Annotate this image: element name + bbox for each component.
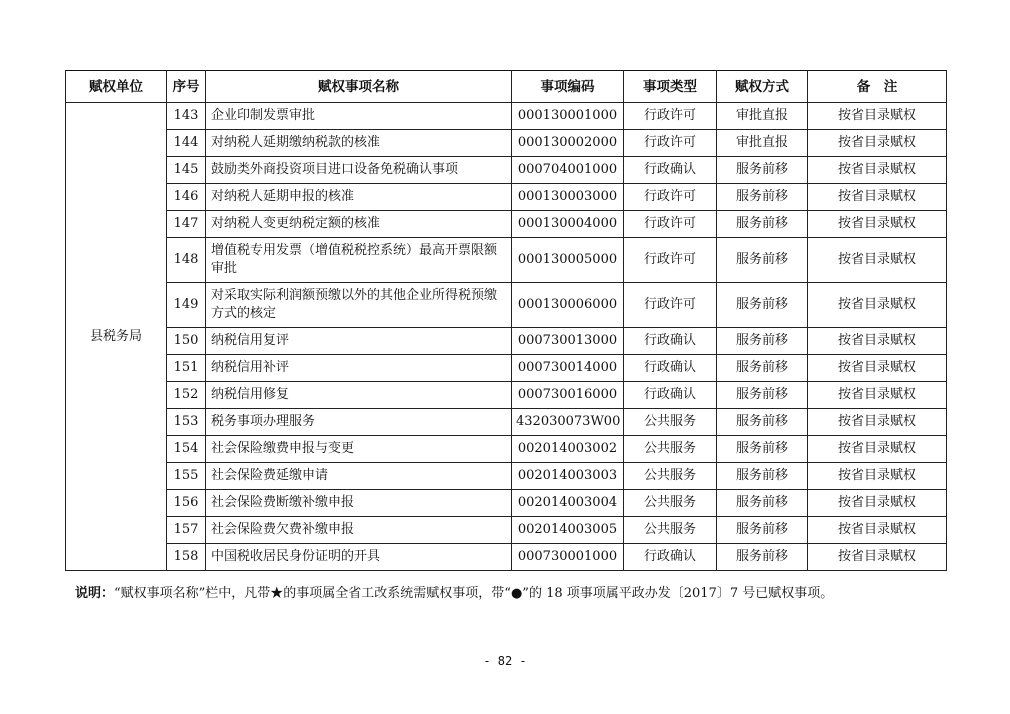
item-type: 公共服务	[624, 463, 717, 490]
authorization-table	[65, 70, 947, 571]
item-type: 行政许可	[624, 238, 717, 283]
item-code: 000730013000	[512, 328, 624, 355]
row-number: 154	[167, 436, 206, 463]
header-item-name: 赋权事项名称	[206, 71, 512, 103]
item-method: 服务前移	[717, 328, 808, 355]
item-method: 服务前移	[717, 463, 808, 490]
header-remark: 备 注	[808, 71, 947, 103]
item-name: 对纳税人延期缴纳税款的核准	[206, 130, 512, 157]
row-number: 155	[167, 463, 206, 490]
item-code: 002014003004	[512, 490, 624, 517]
item-remark: 按省目录赋权	[808, 490, 947, 517]
table-header-row	[66, 71, 947, 103]
item-code: 000730016000	[512, 382, 624, 409]
item-code: 000130001000	[512, 103, 624, 130]
table-row	[66, 103, 947, 130]
row-number: 152	[167, 382, 206, 409]
row-number: 146	[167, 184, 206, 211]
item-code: 002014003002	[512, 436, 624, 463]
item-code: 002014003005	[512, 517, 624, 544]
row-number: 148	[167, 238, 206, 283]
item-type: 行政许可	[624, 130, 717, 157]
table-row	[66, 211, 947, 238]
table-row	[66, 238, 947, 283]
item-name: 纳税信用复评	[206, 328, 512, 355]
item-type: 行政确认	[624, 544, 717, 571]
page-number: - 82 -	[483, 654, 527, 668]
item-name: 对纳税人变更纳税定额的核准	[206, 211, 512, 238]
item-type: 行政确认	[624, 355, 717, 382]
item-name: 纳税信用补评	[206, 355, 512, 382]
header-item-code: 事项编码	[512, 71, 624, 103]
item-remark: 按省目录赋权	[808, 211, 947, 238]
table-row	[66, 328, 947, 355]
item-type: 公共服务	[624, 490, 717, 517]
row-number: 157	[167, 517, 206, 544]
item-name: 社会保险缴费申报与变更	[206, 436, 512, 463]
item-name: 企业印制发票审批	[206, 103, 512, 130]
item-method: 服务前移	[717, 157, 808, 184]
item-code: 000704001000	[512, 157, 624, 184]
row-number: 147	[167, 211, 206, 238]
item-code: 000130003000	[512, 184, 624, 211]
row-number: 156	[167, 490, 206, 517]
item-code: 000730001000	[512, 544, 624, 571]
item-type: 公共服务	[624, 436, 717, 463]
row-number: 151	[167, 355, 206, 382]
item-remark: 按省目录赋权	[808, 436, 947, 463]
table-row	[66, 157, 947, 184]
item-remark: 按省目录赋权	[808, 283, 947, 328]
item-method: 服务前移	[717, 355, 808, 382]
table-row	[66, 130, 947, 157]
item-name: 中国税收居民身份证明的开具	[206, 544, 512, 571]
row-number: 149	[167, 283, 206, 328]
item-method: 服务前移	[717, 409, 808, 436]
table-row	[66, 490, 947, 517]
item-method: 服务前移	[717, 517, 808, 544]
item-type: 行政许可	[624, 283, 717, 328]
item-code: 000130002000	[512, 130, 624, 157]
item-method: 服务前移	[717, 184, 808, 211]
item-method: 服务前移	[717, 490, 808, 517]
row-number: 150	[167, 328, 206, 355]
header-number: 序号	[167, 71, 206, 103]
table-row	[66, 355, 947, 382]
item-remark: 按省目录赋权	[808, 463, 947, 490]
item-name: 对纳税人延期申报的核准	[206, 184, 512, 211]
item-type: 行政许可	[624, 103, 717, 130]
item-type: 行政确认	[624, 382, 717, 409]
item-name: 社会保险费断缴补缴申报	[206, 490, 512, 517]
item-remark: 按省目录赋权	[808, 544, 947, 571]
item-remark: 按省目录赋权	[808, 157, 947, 184]
table-row	[66, 382, 947, 409]
item-method: 服务前移	[717, 382, 808, 409]
item-name: 社会保险费延缴申请	[206, 463, 512, 490]
table-row	[66, 184, 947, 211]
table-row	[66, 283, 947, 328]
table-row	[66, 409, 947, 436]
item-name: 对采取实际利润额预缴以外的其他企业所得税预缴方式的核定	[206, 283, 512, 328]
item-name: 税务事项办理服务	[206, 409, 512, 436]
item-type: 行政确认	[624, 157, 717, 184]
row-number: 153	[167, 409, 206, 436]
item-remark: 按省目录赋权	[808, 382, 947, 409]
item-method: 审批直报	[717, 130, 808, 157]
item-code: 002014003003	[512, 463, 624, 490]
item-type: 行政许可	[624, 211, 717, 238]
row-number: 143	[167, 103, 206, 130]
footnote-text: “赋权事项名称”栏中，凡带★的事项属全省工改系统需赋权事项，带“●”的 18 项事项属平政办发〔2017〕7 号已赋权事项。	[114, 586, 834, 601]
item-code: 000730014000	[512, 355, 624, 382]
table-row	[66, 517, 947, 544]
row-number: 144	[167, 130, 206, 157]
footnote-label: 说明：	[75, 586, 115, 601]
item-method: 服务前移	[717, 238, 808, 283]
item-name: 纳税信用修复	[206, 382, 512, 409]
table-row	[66, 436, 947, 463]
header-unit: 赋权单位	[66, 71, 167, 103]
item-remark: 按省目录赋权	[808, 517, 947, 544]
table-row	[66, 463, 947, 490]
item-type: 公共服务	[624, 517, 717, 544]
item-name: 社会保险费欠费补缴申报	[206, 517, 512, 544]
item-remark: 按省目录赋权	[808, 130, 947, 157]
item-method: 审批直报	[717, 103, 808, 130]
header-method: 赋权方式	[717, 71, 808, 103]
header-item-type: 事项类型	[624, 71, 717, 103]
item-remark: 按省目录赋权	[808, 355, 947, 382]
item-name: 鼓励类外商投资项目进口设备免税确认事项	[206, 157, 512, 184]
item-type: 行政确认	[624, 328, 717, 355]
item-code: 432030073W00	[512, 409, 624, 436]
row-number: 158	[167, 544, 206, 571]
item-name: 增值税专用发票（增值税税控系统）最高开票限额审批	[206, 238, 512, 283]
item-code: 000130004000	[512, 211, 624, 238]
item-remark: 按省目录赋权	[808, 328, 947, 355]
item-code: 000130006000	[512, 283, 624, 328]
item-remark: 按省目录赋权	[808, 103, 947, 130]
item-remark: 按省目录赋权	[808, 184, 947, 211]
unit-cell: 县税务局	[66, 103, 167, 571]
item-remark: 按省目录赋权	[808, 238, 947, 283]
item-method: 服务前移	[717, 283, 808, 328]
item-type: 行政许可	[624, 184, 717, 211]
item-method: 服务前移	[717, 436, 808, 463]
footnote	[75, 582, 833, 601]
item-method: 服务前移	[717, 544, 808, 571]
item-code: 000130005000	[512, 238, 624, 283]
item-type: 公共服务	[624, 409, 717, 436]
row-number: 145	[167, 157, 206, 184]
item-method: 服务前移	[717, 211, 808, 238]
table-row	[66, 544, 947, 571]
item-remark: 按省目录赋权	[808, 409, 947, 436]
